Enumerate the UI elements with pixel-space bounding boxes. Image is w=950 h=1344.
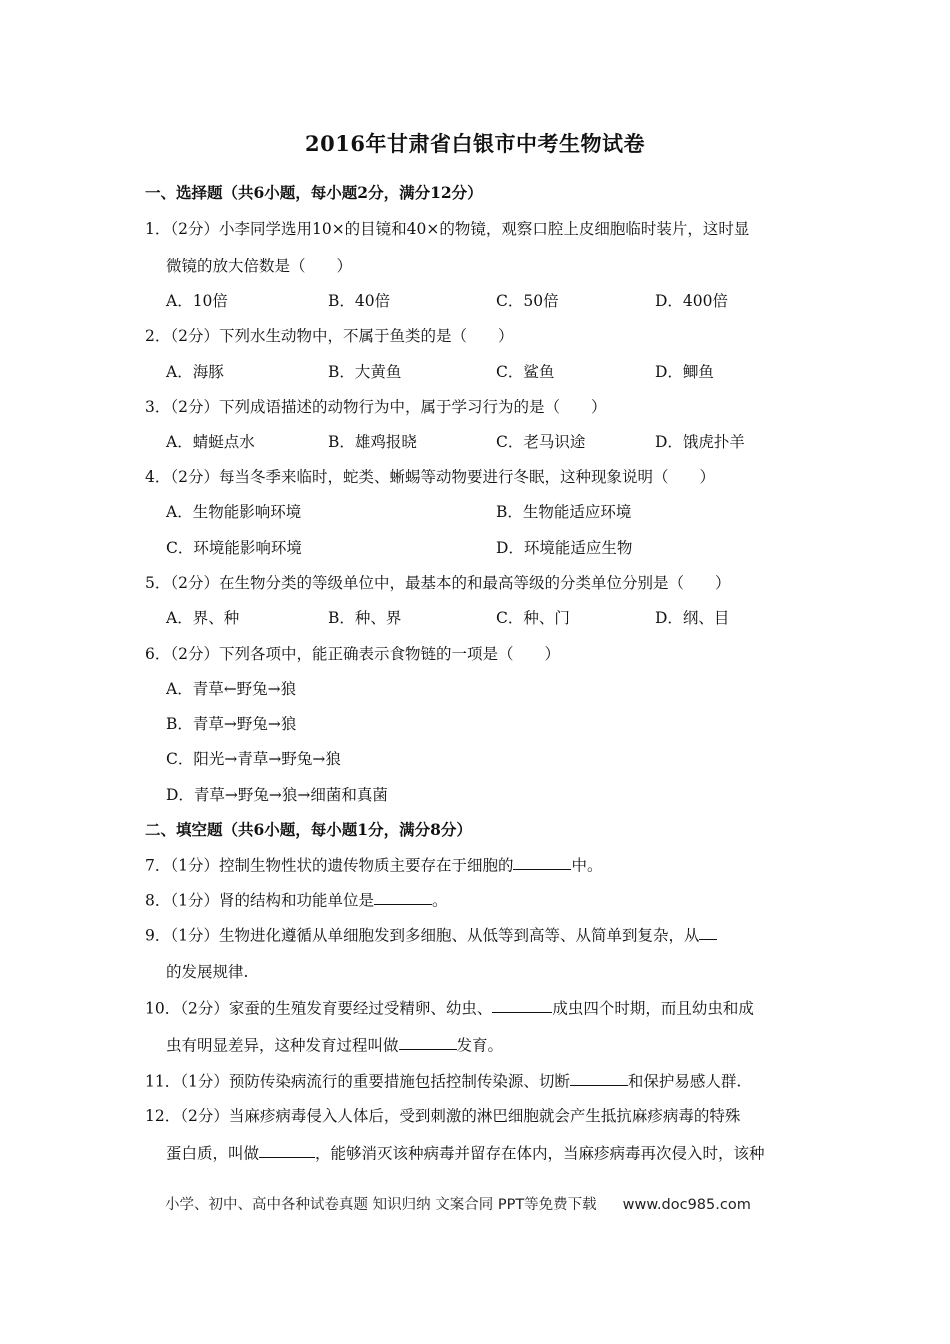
question-7-suffix: 中。 <box>571 856 603 875</box>
question-3-option-c: C．老马识途 <box>496 433 586 451</box>
question-2-option-c: C．鲨鱼 <box>496 363 555 381</box>
section-heading-fill: 二、填空题（共6小题，每小题1分，满分8分） <box>145 820 472 839</box>
question-5-option-c: C．种、门 <box>496 609 570 627</box>
page-footer <box>165 1193 751 1214</box>
answer-blank <box>570 1069 628 1086</box>
question-10-text <box>145 996 754 1018</box>
answer-blank <box>513 853 571 870</box>
answer-blank <box>492 996 552 1013</box>
question-8-prefix: 8．（1分）肾的结构和功能单位是 <box>145 891 374 910</box>
question-1-text: 1．（2分）小李同学选用10×的目镜和40×的物镜，观察口腔上皮细胞临时装片，这时显 <box>145 220 750 238</box>
question-11-text <box>145 1069 741 1091</box>
question-11-suffix: 和保护易感人群. <box>627 1072 742 1091</box>
question-1-text-cont: 微镜的放大倍数是（ ） <box>166 257 353 275</box>
question-4-option-c: C．环境能影响环境 <box>166 539 302 557</box>
question-1-option-c: C．50倍 <box>496 292 559 310</box>
answer-blank <box>399 1033 457 1050</box>
question-7-text <box>145 853 603 875</box>
question-5-text: 5．（2分）在生物分类的等级单位中，最基本的和最高等级的分类单位分别是（ ） <box>145 574 731 592</box>
question-2-text: 2．（2分）下列水生动物中，不属于鱼类的是（ ） <box>145 327 514 345</box>
question-10-line2-prefix: 虫有明显差异，这种发育过程叫做 <box>166 1036 399 1055</box>
question-8-suffix: 。 <box>431 891 448 910</box>
page-title: 2016年甘肃省白银市中考生物试卷 <box>305 131 645 156</box>
question-5-option-b: B．种、界 <box>328 609 402 627</box>
question-9-prefix: 9．（1分）生物进化遵循从单细胞发到多细胞、从低等到高等、从简单到复杂，从 <box>145 926 700 945</box>
answer-blank <box>699 923 717 940</box>
question-8-text <box>145 888 448 910</box>
question-10-prefix: 10．（2分）家蚕的生殖发育要经过受精卵、幼虫、 <box>145 999 493 1018</box>
question-1-option-b: B．40倍 <box>328 292 391 310</box>
question-3-option-b: B．雄鸡报晓 <box>328 433 417 451</box>
question-4-text: 4．（2分）每当冬季来临时，蛇类、蜥蜴等动物要进行冬眠，这种现象说明（ ） <box>145 468 715 486</box>
section-heading-choice: 一、选择题（共6小题，每小题2分，满分12分） <box>145 183 483 202</box>
answer-blank <box>374 888 432 905</box>
question-6-option-b: B．青草→野兔→狼 <box>166 715 297 733</box>
question-10-middle: 成虫四个时期，而且幼虫和成 <box>552 999 754 1018</box>
question-2-option-b: B．大黄鱼 <box>328 363 402 381</box>
question-12-text-cont <box>166 1141 765 1163</box>
question-3-option-d: D．饿虎扑羊 <box>655 433 745 451</box>
footer-url-link[interactable]: www.doc985.com <box>622 1197 751 1213</box>
question-10-text-cont <box>166 1033 503 1055</box>
question-6-text: 6．（2分）下列各项中，能正确表示食物链的一项是（ ） <box>145 645 560 663</box>
question-12-line2-suffix: ，能够消灭该种病毒并留存在体内，当麻疹病毒再次侵入时，该种 <box>315 1144 765 1163</box>
question-2-option-a: A．海豚 <box>166 363 224 381</box>
question-5-option-a: A．界、种 <box>166 609 240 627</box>
question-12-line2-prefix: 蛋白质，叫做 <box>166 1144 260 1163</box>
footer-promo-text: 小学、初中、高中各种试卷真题 知识归纳 文案合同 PPT等免费下载 <box>165 1197 597 1213</box>
question-4-option-a: A．生物能影响环境 <box>166 503 302 521</box>
answer-blank <box>259 1141 315 1158</box>
question-9-text <box>145 923 717 945</box>
question-9-text-cont: 的发展规律. <box>166 963 249 981</box>
question-12-text: 12．（2分）当麻疹病毒侵入人体后，受到刺激的淋巴细胞就会产生抵抗麻疹病毒的特殊 <box>145 1107 741 1125</box>
question-3-text: 3．（2分）下列成语描述的动物行为中，属于学习行为的是（ ） <box>145 398 607 416</box>
question-1-option-a: A．10倍 <box>166 292 228 310</box>
question-11-prefix: 11．（1分）预防传染病流行的重要措施包括控制传染源、切断 <box>145 1072 570 1091</box>
question-6-option-a: A．青草←野兔→狼 <box>166 680 297 698</box>
question-4-option-d: D．环境能适应生物 <box>496 539 633 557</box>
question-4-option-b: B．生物能适应环境 <box>496 503 632 521</box>
question-10-line2-suffix: 发育。 <box>456 1036 504 1055</box>
question-3-option-a: A．蜻蜓点水 <box>166 433 255 451</box>
question-5-option-d: D．纲、目 <box>655 609 730 627</box>
question-7-prefix: 7．（1分）控制生物性状的遗传物质主要存在于细胞的 <box>145 856 514 875</box>
question-2-option-d: D．鲫鱼 <box>655 363 714 381</box>
question-1-option-d: D．400倍 <box>655 292 729 310</box>
question-6-option-c: C．阳光→青草→野兔→狼 <box>166 750 341 768</box>
question-6-option-d: D．青草→野兔→狼→细菌和真菌 <box>166 786 388 804</box>
